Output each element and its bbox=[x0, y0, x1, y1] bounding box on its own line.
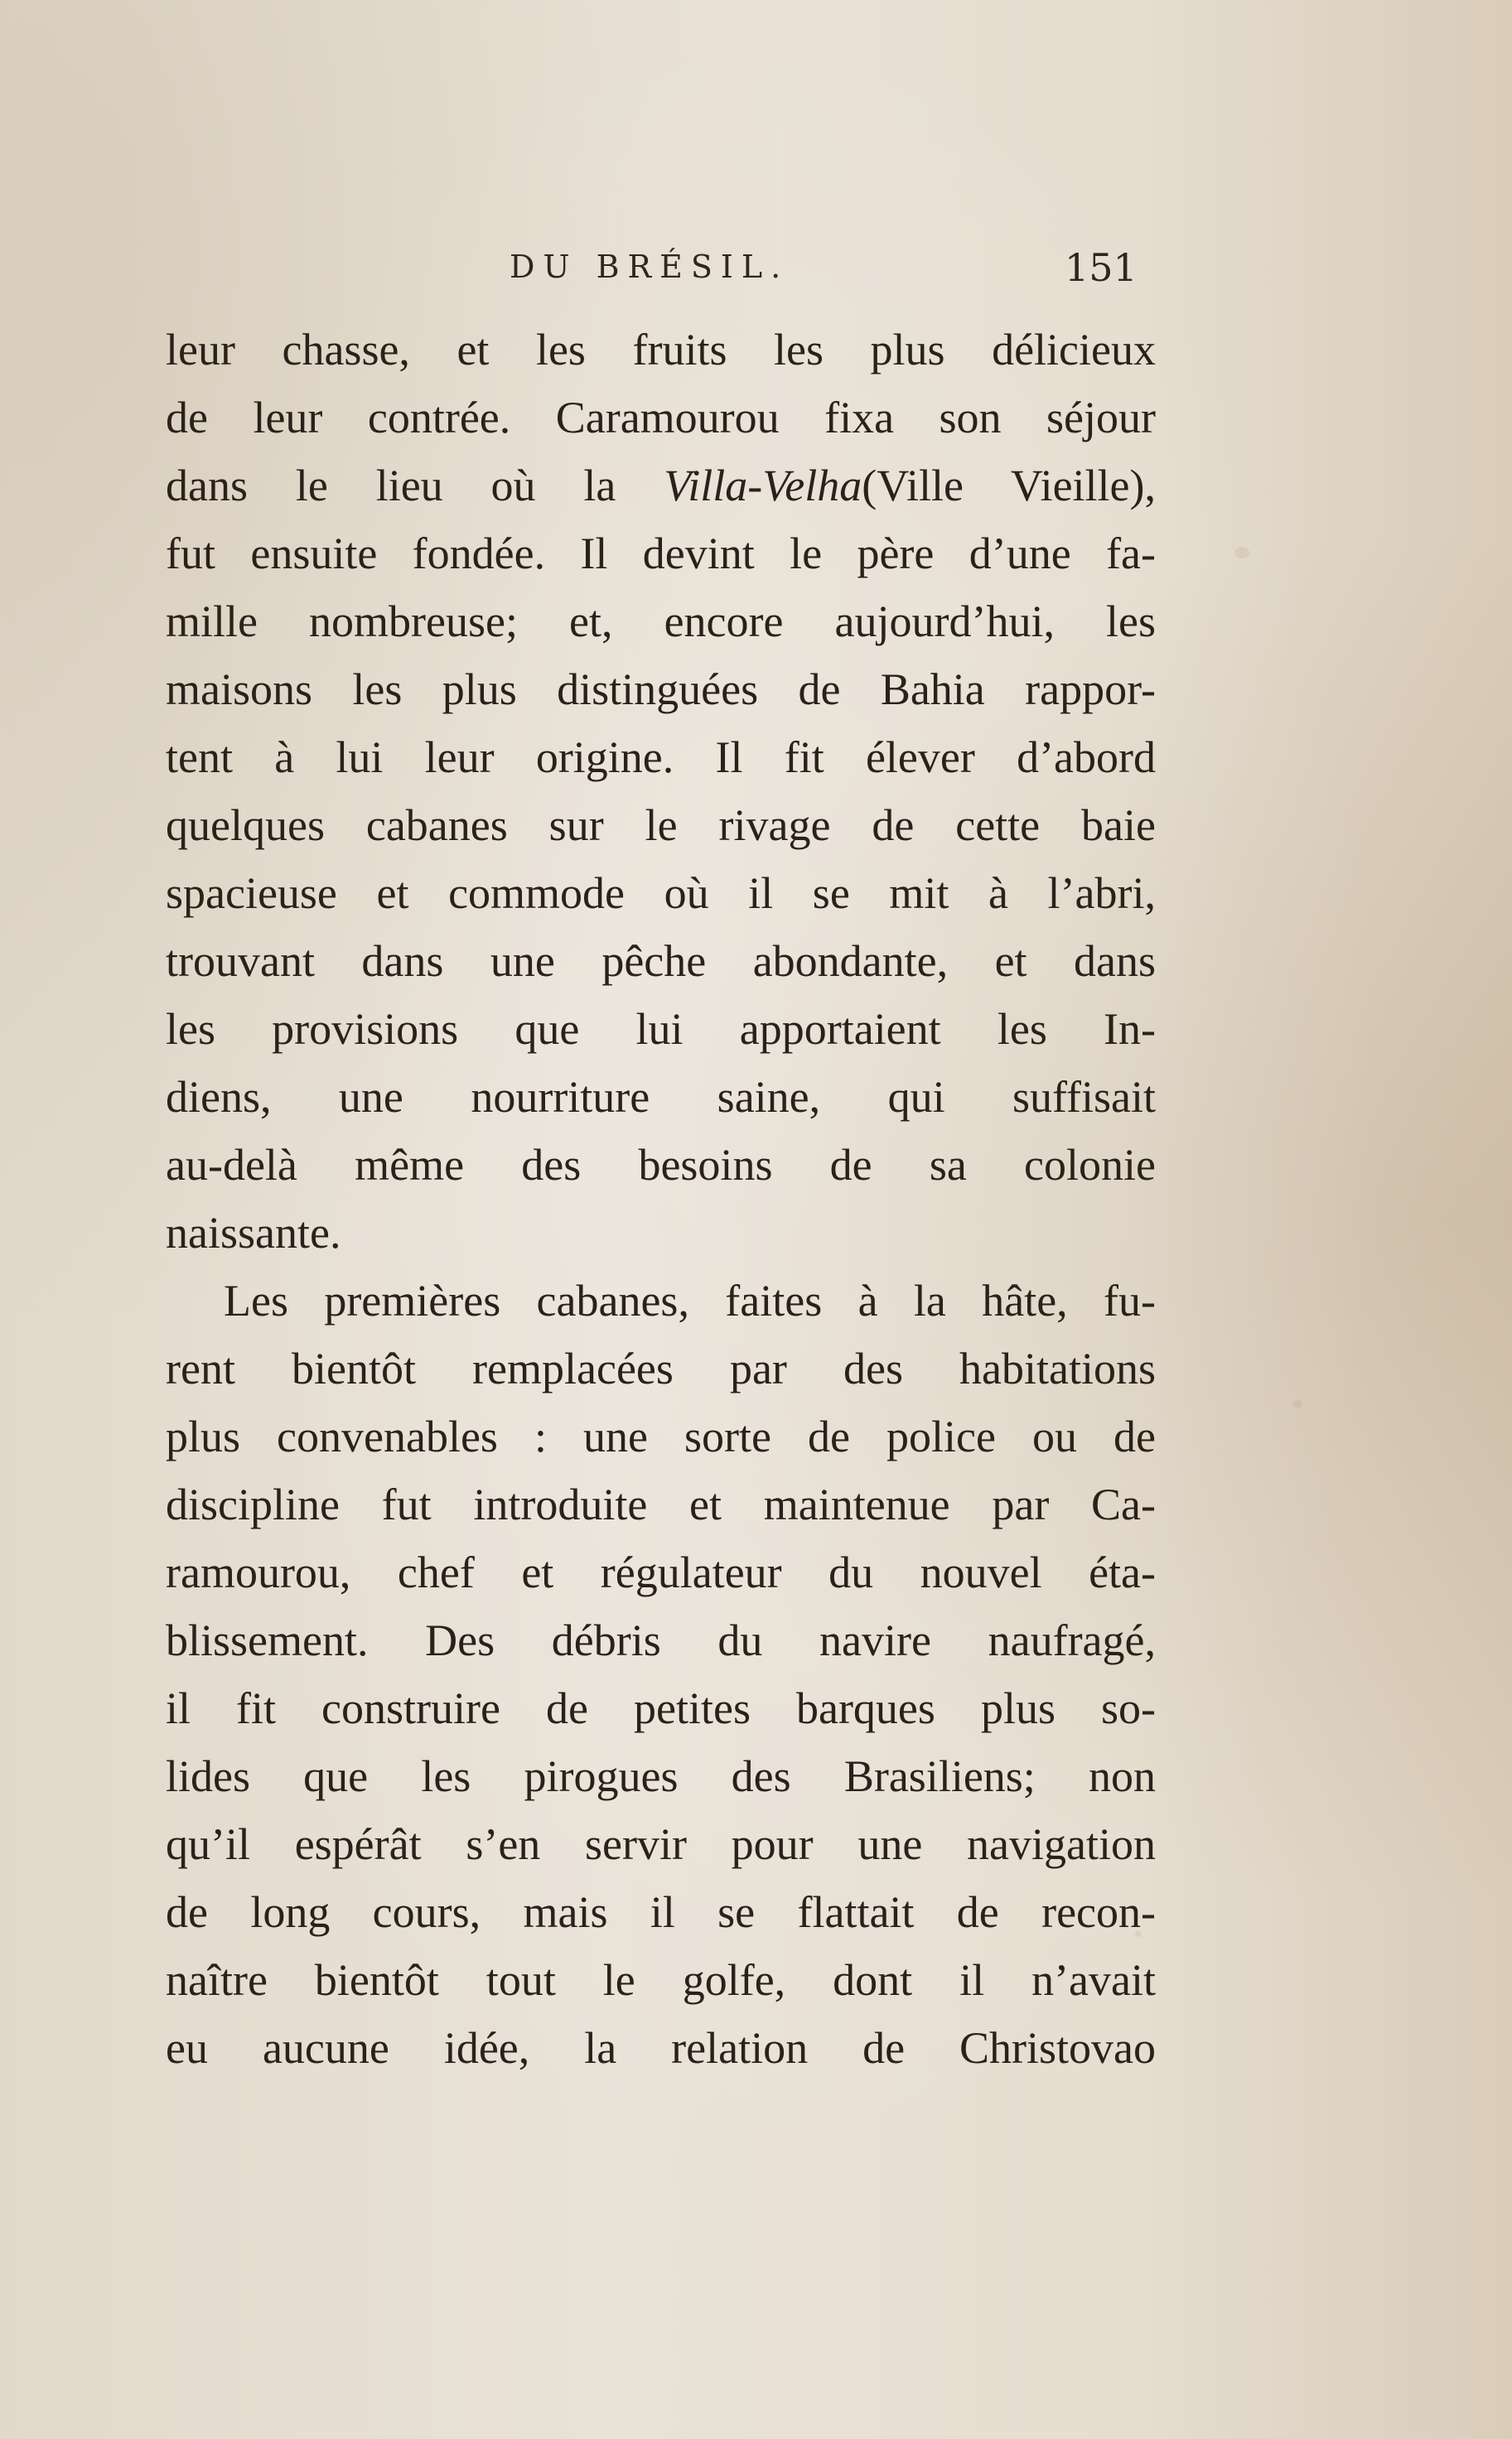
text-line: de long cours, mais il se flattait de recon- bbox=[166, 1887, 1156, 1937]
foxing-spot bbox=[1292, 1400, 1302, 1408]
text-line: discipline fut introduite et maintenue par Ca- bbox=[166, 1480, 1156, 1529]
page-number: 151 bbox=[1065, 245, 1138, 290]
text-line: quelques cabanes sur le rivage de cette baie bbox=[166, 800, 1156, 850]
text-line: les provisions que lui apportaient les In- bbox=[166, 1004, 1156, 1054]
text-line: maisons les plus distinguées de Bahia rappor- bbox=[166, 664, 1156, 714]
text-line: il fit construire de petites barques plus so- bbox=[166, 1683, 1156, 1733]
text-line: leur chasse, et les fruits les plus délicieux bbox=[166, 325, 1156, 374]
text-line: fut ensuite fondée. Il devint le père d’une fa- bbox=[166, 529, 1156, 578]
text-line: plus convenables : une sorte de police ou de bbox=[166, 1412, 1156, 1461]
text-line: lides que les pirogues des Brasiliens; non bbox=[166, 1751, 1156, 1801]
foxing-spot bbox=[1234, 547, 1249, 558]
running-head: DU BRÉSIL. bbox=[510, 249, 790, 285]
text-line: diens, une nourriture saine, qui suffisait bbox=[166, 1072, 1156, 1122]
text-line: tent à lui leur origine. Il fit élever d’abord bbox=[166, 732, 1156, 782]
italic-place-name: Villa-Velha bbox=[664, 461, 862, 510]
text-line: rent bientôt remplacées par des habitations bbox=[166, 1344, 1156, 1393]
text-line: blissement. Des débris du navire naufragé, bbox=[166, 1616, 1156, 1665]
text-line: au-delà même des besoins de sa colonie bbox=[166, 1140, 1156, 1190]
text-line bbox=[166, 452, 1156, 519]
page-header bbox=[166, 245, 1160, 295]
text-line: naître bientôt tout le golfe, dont il n’avait bbox=[166, 1955, 1156, 2005]
text-segment: dans le lieu où la bbox=[166, 461, 616, 510]
text-line: ramourou, chef et régulateur du nouvel éta- bbox=[166, 1548, 1156, 1597]
text-line: de leur contrée. Caramourou fixa son séjour bbox=[166, 393, 1156, 442]
text-line: mille nombreuse; et, encore aujourd’hui, les bbox=[166, 596, 1156, 646]
text-line: qu’il espérât s’en servir pour une navigation bbox=[166, 1819, 1156, 1869]
text-line: Les premières cabanes, faites à la hâte, fu- bbox=[224, 1276, 1156, 1326]
text-line: eu aucune idée, la relation de Christovao bbox=[166, 2023, 1156, 2073]
text-line: spacieuse et commode où il se mit à l’abri, bbox=[166, 868, 1156, 918]
text-segment: (Ville Vieille), bbox=[862, 461, 1157, 510]
text-line: naissante. bbox=[166, 1208, 341, 1258]
body-text bbox=[166, 316, 1156, 2082]
text-line: trouvant dans une pêche abondante, et dans bbox=[166, 936, 1156, 986]
